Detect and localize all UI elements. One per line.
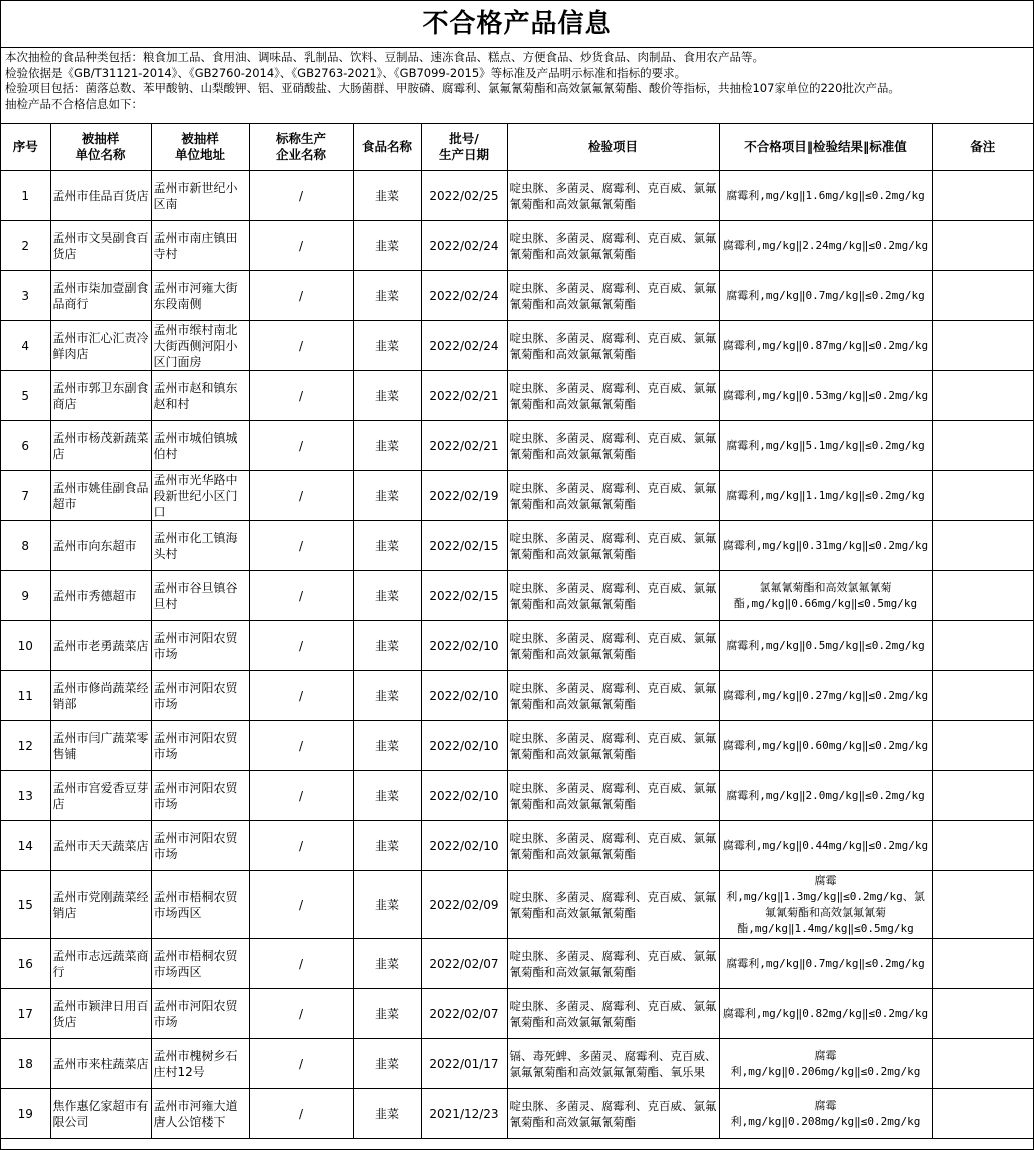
cell-addr: 孟州市谷旦镇谷旦村: [151, 571, 249, 621]
cell-maker: /: [249, 871, 353, 939]
cell-no: 6: [1, 421, 50, 471]
cell-result: 腐霉利,mg/kg‖0.7mg/kg‖≤0.2mg/kg: [719, 939, 932, 989]
cell-unit: 焦作惠亿家超市有限公司: [50, 1089, 151, 1139]
cell-addr: 孟州市河阳农贸市场: [151, 821, 249, 871]
cell-unit: 孟州市汇心汇责冷鲜肉店: [50, 321, 151, 371]
cell-maker: /: [249, 621, 353, 671]
intro-line-categories: 本次抽检的食品种类包括：粮食加工品、食用油、调味品、乳制品、饮料、豆制品、速冻食品、糕点、方便食品、炒货食品、肉制品、食用农产品等。: [5, 50, 764, 64]
table-row: [1, 521, 1033, 571]
cell-date: 2022/02/19: [421, 471, 507, 521]
cell-maker: /: [249, 421, 353, 471]
cell-items: 啶虫脒、多菌灵、腐霉利、克百威、氯氟氰菊酯和高效氯氟氰菊酯: [507, 521, 719, 571]
cell-items: 啶虫脒、多菌灵、腐霉利、克百威、氯氟氰菊酯和高效氯氟氰菊酯: [507, 571, 719, 621]
table-row: [1, 771, 1033, 821]
cell-result: 腐霉利,mg/kg‖5.1mg/kg‖≤0.2mg/kg: [719, 421, 932, 471]
cell-food: 韭菜: [353, 221, 421, 271]
cell-note: [932, 171, 1033, 221]
cell-result: 腐霉利,mg/kg‖0.208mg/kg‖≤0.2mg/kg: [719, 1089, 932, 1139]
cell-maker: /: [249, 671, 353, 721]
cell-no: 1: [1, 171, 50, 221]
cell-maker: /: [249, 221, 353, 271]
cell-addr: 孟州市槐树乡石庄村12号: [151, 1039, 249, 1089]
cell-items: 啶虫脒、多菌灵、腐霉利、克百威、氯氟氰菊酯和高效氯氟氰菊酯: [507, 821, 719, 871]
cell-food: 韭菜: [353, 1089, 421, 1139]
cell-no: 12: [1, 721, 50, 771]
cell-addr: 孟州市赵和镇东赵和村: [151, 371, 249, 421]
cell-no: 16: [1, 939, 50, 989]
cell-date: 2022/02/21: [421, 421, 507, 471]
cell-date: 2022/02/15: [421, 571, 507, 621]
cell-addr: 孟州市化工镇海头村: [151, 521, 249, 571]
cell-unit: 孟州市闫广蔬菜零售铺: [50, 721, 151, 771]
col-header-date: 批号/ 生产日期: [421, 124, 507, 171]
cell-note: [932, 221, 1033, 271]
cell-food: 韭菜: [353, 771, 421, 821]
cell-result: 腐霉利,mg/kg‖0.31mg/kg‖≤0.2mg/kg: [719, 521, 932, 571]
cell-addr: 孟州市缑村南北大街西侧河阳小区门面房: [151, 321, 249, 371]
table-row: [1, 871, 1033, 939]
col-header-note: 备注: [932, 124, 1033, 171]
cell-no: 19: [1, 1089, 50, 1139]
cell-maker: /: [249, 371, 353, 421]
cell-maker: /: [249, 721, 353, 771]
cell-addr: 孟州市河阳农贸市场: [151, 989, 249, 1039]
cell-addr: 孟州市新世纪小区南: [151, 171, 249, 221]
table-row: [1, 1089, 1033, 1139]
cell-maker: /: [249, 571, 353, 621]
col-header-addr: 被抽样 单位地址: [151, 124, 249, 171]
cell-addr: 孟州市梧桐农贸市场西区: [151, 871, 249, 939]
cell-result: 腐霉利,mg/kg‖1.1mg/kg‖≤0.2mg/kg: [719, 471, 932, 521]
cell-food: 韭菜: [353, 371, 421, 421]
cell-food: 韭菜: [353, 1039, 421, 1089]
cell-date: 2022/02/10: [421, 721, 507, 771]
cell-note: [932, 421, 1033, 471]
cell-result: 腐霉利,mg/kg‖0.60mg/kg‖≤0.2mg/kg: [719, 721, 932, 771]
cell-addr: 孟州市梧桐农贸市场西区: [151, 939, 249, 989]
cell-note: [932, 871, 1033, 939]
col-header-items: 检验项目: [507, 124, 719, 171]
cell-result: 腐霉利,mg/kg‖0.87mg/kg‖≤0.2mg/kg: [719, 321, 932, 371]
cell-no: 7: [1, 471, 50, 521]
cell-note: [932, 371, 1033, 421]
cell-unit: 孟州市柒加壹副食品商行: [50, 271, 151, 321]
cell-date: 2022/02/10: [421, 821, 507, 871]
cell-addr: 孟州市河雍大道唐人公馆楼下: [151, 1089, 249, 1139]
cell-addr: 孟州市河阳农贸市场: [151, 621, 249, 671]
cell-date: 2022/02/09: [421, 871, 507, 939]
table-row: [1, 221, 1033, 271]
cell-food: 韭菜: [353, 671, 421, 721]
cell-unit: 孟州市天天蔬菜店: [50, 821, 151, 871]
cell-items: 啶虫脒、多菌灵、腐霉利、克百威、氯氟氰菊酯和高效氯氟氰菊酯: [507, 1089, 719, 1139]
cell-food: 韭菜: [353, 471, 421, 521]
cell-addr: 孟州市河阳农贸市场: [151, 721, 249, 771]
cell-result: 腐霉利,mg/kg‖1.6mg/kg‖≤0.2mg/kg: [719, 171, 932, 221]
cell-no: 18: [1, 1039, 50, 1089]
cell-items: 啶虫脒、多菌灵、腐霉利、克百威、氯氟氰菊酯和高效氯氟氰菊酯: [507, 671, 719, 721]
table-row: [1, 821, 1033, 871]
cell-food: 韭菜: [353, 939, 421, 989]
cell-note: [932, 271, 1033, 321]
cell-note: [932, 321, 1033, 371]
cell-no: 11: [1, 671, 50, 721]
cell-items: 啶虫脒、多菌灵、腐霉利、克百威、氯氟氰菊酯和高效氯氟氰菊酯: [507, 171, 719, 221]
cell-note: [932, 1039, 1033, 1089]
table-row: [1, 721, 1033, 771]
cell-food: 韭菜: [353, 271, 421, 321]
unqualified-products-table: [1, 124, 1033, 1139]
cell-items: 啶虫脒、多菌灵、腐霉利、克百威、氯氟氰菊酯和高效氯氟氰菊酯: [507, 771, 719, 821]
cell-maker: /: [249, 939, 353, 989]
cell-items: 啶虫脒、多菌灵、腐霉利、克百威、氯氟氰菊酯和高效氯氟氰菊酯: [507, 421, 719, 471]
cell-date: 2022/02/07: [421, 939, 507, 989]
cell-items: 啶虫脒、多菌灵、腐霉利、克百威、氯氟氰菊酯和高效氯氟氰菊酯: [507, 721, 719, 771]
cell-note: [932, 1089, 1033, 1139]
cell-food: 韭菜: [353, 321, 421, 371]
cell-note: [932, 989, 1033, 1039]
cell-no: 5: [1, 371, 50, 421]
cell-result: 腐霉利,mg/kg‖0.27mg/kg‖≤0.2mg/kg: [719, 671, 932, 721]
cell-maker: /: [249, 989, 353, 1039]
cell-unit: 孟州市杨茂新蔬菜店: [50, 421, 151, 471]
cell-result: 腐霉利,mg/kg‖0.7mg/kg‖≤0.2mg/kg: [719, 271, 932, 321]
cell-addr: 孟州市光华路中段新世纪小区门口: [151, 471, 249, 521]
cell-date: 2022/02/15: [421, 521, 507, 571]
cell-addr: 孟州市河阳农贸市场: [151, 771, 249, 821]
col-header-food: 食品名称: [353, 124, 421, 171]
cell-result: 腐霉利,mg/kg‖1.3mg/kg‖≤0.2mg/kg、氯氟氰菊酯和高效氯氟氰菊酯,mg/kg‖1.4mg/kg‖≤0.5mg/kg: [719, 871, 932, 939]
cell-maker: /: [249, 521, 353, 571]
cell-note: [932, 721, 1033, 771]
table-row: [1, 321, 1033, 371]
cell-food: 韭菜: [353, 821, 421, 871]
table-row: [1, 939, 1033, 989]
table-row: [1, 171, 1033, 221]
cell-date: 2022/02/24: [421, 271, 507, 321]
cell-addr: 孟州市南庄镇田寺村: [151, 221, 249, 271]
cell-no: 2: [1, 221, 50, 271]
cell-result: 腐霉利,mg/kg‖0.5mg/kg‖≤0.2mg/kg: [719, 621, 932, 671]
table-row: [1, 571, 1033, 621]
cell-items: 啶虫脒、多菌灵、腐霉利、克百威、氯氟氰菊酯和高效氯氟氰菊酯: [507, 271, 719, 321]
cell-items: 啶虫脒、多菌灵、腐霉利、克百威、氯氟氰菊酯和高效氯氟氰菊酯: [507, 989, 719, 1039]
table-row: [1, 271, 1033, 321]
cell-items: 镉、毒死蜱、多菌灵、腐霉利、克百威、氯氟氰菊酯和高效氯氟氰菊酯、氧乐果: [507, 1039, 719, 1089]
cell-unit: 孟州市秀德超市: [50, 571, 151, 621]
cell-maker: /: [249, 821, 353, 871]
page-title: 不合格产品信息: [1, 1, 1033, 48]
cell-date: 2022/01/17: [421, 1039, 507, 1089]
cell-date: 2022/02/25: [421, 171, 507, 221]
cell-date: 2022/02/10: [421, 771, 507, 821]
intro-line-lead: 抽检产品不合格信息如下：: [5, 96, 143, 111]
col-header-result: 不合格项目‖检验结果‖标准值: [719, 124, 932, 171]
col-header-no: 序号: [1, 124, 50, 171]
cell-food: 韭菜: [353, 871, 421, 939]
cell-result: 氯氟氰菊酯和高效氯氟氰菊酯,mg/kg‖0.66mg/kg‖≤0.5mg/kg: [719, 571, 932, 621]
cell-date: 2022/02/24: [421, 221, 507, 271]
cell-unit: 孟州市佳品百货店: [50, 171, 151, 221]
cell-items: 啶虫脒、多菌灵、腐霉利、克百威、氯氟氰菊酯和高效氯氟氰菊酯: [507, 221, 719, 271]
cell-note: [932, 821, 1033, 871]
cell-no: 10: [1, 621, 50, 671]
cell-food: 韭菜: [353, 421, 421, 471]
cell-unit: 孟州市来柱蔬菜店: [50, 1039, 151, 1089]
cell-result: 腐霉利,mg/kg‖2.24mg/kg‖≤0.2mg/kg: [719, 221, 932, 271]
cell-items: 啶虫脒、多菌灵、腐霉利、克百威、氯氟氰菊酯和高效氯氟氰菊酯: [507, 371, 719, 421]
cell-no: 13: [1, 771, 50, 821]
table-row: [1, 371, 1033, 421]
cell-result: 腐霉利,mg/kg‖0.82mg/kg‖≤0.2mg/kg: [719, 989, 932, 1039]
table-row: [1, 421, 1033, 471]
cell-food: 韭菜: [353, 571, 421, 621]
cell-no: 3: [1, 271, 50, 321]
cell-maker: /: [249, 1089, 353, 1139]
table-row: [1, 471, 1033, 521]
cell-no: 8: [1, 521, 50, 571]
cell-maker: /: [249, 321, 353, 371]
cell-unit: 孟州市向东超市: [50, 521, 151, 571]
cell-items: 啶虫脒、多菌灵、腐霉利、克百威、氯氟氰菊酯和高效氯氟氰菊酯: [507, 621, 719, 671]
cell-food: 韭菜: [353, 989, 421, 1039]
cell-items: 啶虫脒、多菌灵、腐霉利、克百威、氯氟氰菊酯和高效氯氟氰菊酯: [507, 321, 719, 371]
intro-block: [1, 48, 1033, 124]
cell-no: 9: [1, 571, 50, 621]
table-row: [1, 989, 1033, 1039]
cell-no: 17: [1, 989, 50, 1039]
cell-unit: 孟州市文昊副食百货店: [50, 221, 151, 271]
cell-note: [932, 471, 1033, 521]
cell-date: 2022/02/10: [421, 671, 507, 721]
cell-date: 2022/02/10: [421, 621, 507, 671]
cell-note: [932, 571, 1033, 621]
table-row: [1, 671, 1033, 721]
cell-result: 腐霉利,mg/kg‖0.206mg/kg‖≤0.2mg/kg: [719, 1039, 932, 1089]
cell-unit: 孟州市修尚蔬菜经销部: [50, 671, 151, 721]
cell-items: 啶虫脒、多菌灵、腐霉利、克百威、氯氟氰菊酯和高效氯氟氰菊酯: [507, 939, 719, 989]
cell-items: 啶虫脒、多菌灵、腐霉利、克百威、氯氟氰菊酯和高效氯氟氰菊酯: [507, 871, 719, 939]
cell-note: [932, 521, 1033, 571]
cell-addr: 孟州市城伯镇城伯村: [151, 421, 249, 471]
cell-date: 2022/02/21: [421, 371, 507, 421]
cell-no: 14: [1, 821, 50, 871]
cell-unit: 孟州市志远蔬菜商行: [50, 939, 151, 989]
col-header-maker: 标称生产 企业名称: [249, 124, 353, 171]
cell-food: 韭菜: [353, 621, 421, 671]
cell-date: 2022/02/07: [421, 989, 507, 1039]
cell-food: 韭菜: [353, 171, 421, 221]
cell-maker: /: [249, 771, 353, 821]
cell-addr: 孟州市河阳农贸市场: [151, 671, 249, 721]
cell-items: 啶虫脒、多菌灵、腐霉利、克百威、氯氟氰菊酯和高效氯氟氰菊酯: [507, 471, 719, 521]
cell-maker: /: [249, 471, 353, 521]
cell-addr: 孟州市河雍大街东段南侧: [151, 271, 249, 321]
cell-date: 2022/02/24: [421, 321, 507, 371]
cell-unit: 孟州市颖津日用百货店: [50, 989, 151, 1039]
cell-food: 韭菜: [353, 521, 421, 571]
table-body: [1, 171, 1033, 1139]
cell-maker: /: [249, 271, 353, 321]
table-row: [1, 1039, 1033, 1089]
cell-unit: 孟州市郭卫东副食商店: [50, 371, 151, 421]
cell-note: [932, 621, 1033, 671]
cell-result: 腐霉利,mg/kg‖0.44mg/kg‖≤0.2mg/kg: [719, 821, 932, 871]
cell-note: [932, 771, 1033, 821]
cell-food: 韭菜: [353, 721, 421, 771]
cell-no: 15: [1, 871, 50, 939]
col-header-unit: 被抽样 单位名称: [50, 124, 151, 171]
cell-no: 4: [1, 321, 50, 371]
cell-unit: 孟州市宫爱香豆芽店: [50, 771, 151, 821]
cell-note: [932, 939, 1033, 989]
cell-unit: 孟州市党刚蔬菜经销店: [50, 871, 151, 939]
cell-unit: 孟州市姚佳副食品超市: [50, 471, 151, 521]
cell-result: 腐霉利,mg/kg‖0.53mg/kg‖≤0.2mg/kg: [719, 371, 932, 421]
cell-note: [932, 671, 1033, 721]
table-row: [1, 621, 1033, 671]
cell-maker: /: [249, 171, 353, 221]
table-header-row: [1, 124, 1033, 171]
intro-line-items: 检验项目包括：菌落总数、苯甲酸钠、山梨酸钾、铝、亚硝酸盐、大肠菌群、甲胺磷、腐霉利、氯氟氰菊酯和高效氯氟氰菊酯、酸价等指标，共抽检107家单位的220批次产品。: [5, 81, 900, 95]
intro-line-basis: 检验依据是《GB/T31121-2014》、《GB2760-2014》、《GB2763-2021》、《GB7099-2015》等标准及产品明示标准和指标的要求。: [5, 65, 687, 80]
cell-date: 2021/12/23: [421, 1089, 507, 1139]
cell-result: 腐霉利,mg/kg‖2.0mg/kg‖≤0.2mg/kg: [719, 771, 932, 821]
cell-maker: /: [249, 1039, 353, 1089]
cell-unit: 孟州市老勇蔬菜店: [50, 621, 151, 671]
